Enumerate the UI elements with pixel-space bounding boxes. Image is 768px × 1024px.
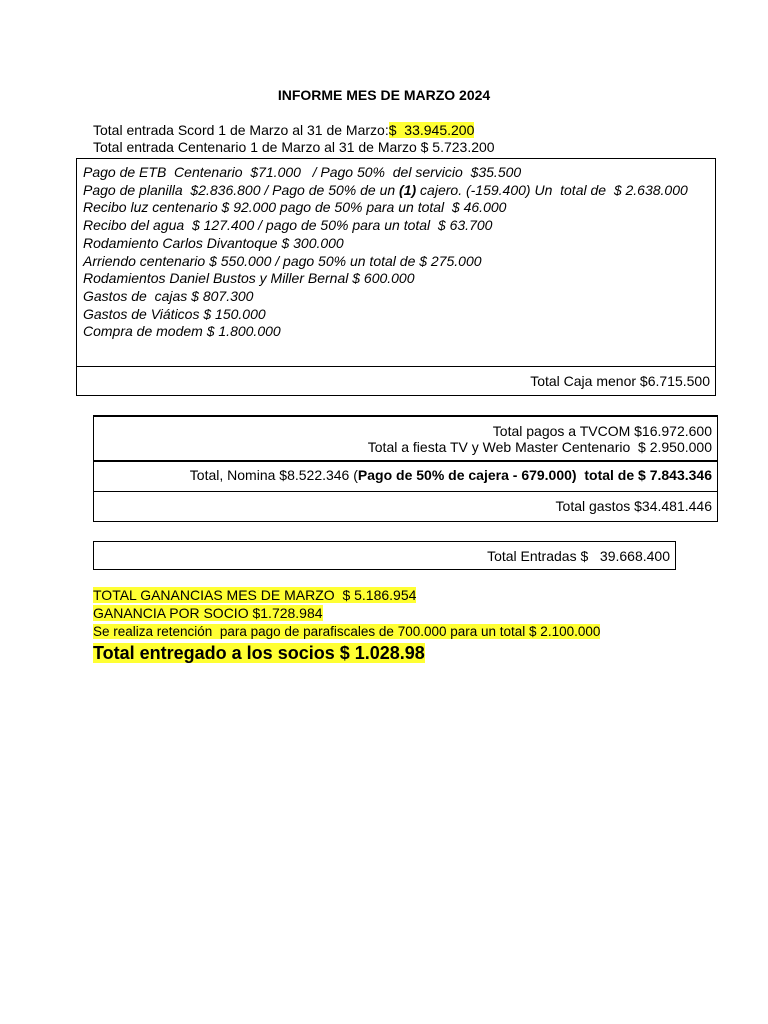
expense-planilla-count: (1)	[399, 181, 417, 198]
nomina-text: Total, Nomina $8.522.346 (	[189, 467, 358, 483]
report-title: INFORME MES DE MARZO 2024	[277, 87, 491, 103]
payments-divider	[94, 460, 717, 462]
scord-entry-label: Total entrada Scord 1 de Marzo al 31 de Marzo:	[93, 122, 389, 138]
total-caja-menor: Total Caja menor $6.715.500	[530, 373, 710, 389]
total-gastos: Total gastos $34.481.446	[555, 498, 712, 514]
total-fiesta: Total a fiesta TV y Web Master Centenario $ 2.950.000	[367, 439, 712, 455]
expense-etb: Pago de ETB Centenario $71.000 / Pago 50% del servicio $35.500	[83, 164, 522, 180]
scord-entry-line	[93, 122, 474, 138]
expense-planilla-total: cajero. (-159.400) Un total de $ 2.638.000	[416, 181, 688, 198]
total-nomina	[190, 467, 712, 483]
expense-modem: Compra de modem $ 1.800.000	[83, 323, 281, 340]
expense-luz: Recibo luz centenario $ 92.000 pago de 50% para un total $ 46.000	[83, 199, 507, 216]
total-entregado: Total entregado a los socios $ 1.028.98	[93, 643, 425, 663]
payments-box	[93, 415, 718, 522]
total-tvcom: Total pagos a TVCOM $16.972.600	[492, 423, 712, 439]
retencion-note: Se realiza retención para pago de parafiscales de 700.000 para un total $ 2.100.000	[93, 624, 601, 639]
expense-agua: Recibo del agua $ 127.400 / pago de 50% para un total $ 63.700	[83, 217, 493, 234]
expense-rodamiento-carlos: Rodamiento Carlos Divantoque $ 300.000	[83, 234, 344, 251]
summary-block	[93, 586, 600, 665]
expense-viaticos: Gastos de Viáticos $ 150.000	[83, 305, 266, 322]
caja-menor-row	[77, 366, 715, 395]
centenario-entry-line: Total entrada Centenario 1 de Marzo al 31 de Marzo $ 5.723.200	[93, 139, 495, 155]
entradas-box	[93, 541, 676, 570]
ganancia-por-socio: GANANCIA POR SOCIO $1.728.984	[93, 605, 323, 621]
expenses-list	[83, 164, 688, 341]
gastos-divider	[94, 491, 717, 492]
nomina-cajera-total: Pago de 50% de cajera - 679.000) total de $ 7.843.346	[357, 467, 712, 483]
expense-cajas: Gastos de cajas $ 807.300	[83, 287, 254, 304]
expense-planilla-text: Pago de planilla $2.836.800 / Pago de 50% de un	[83, 181, 400, 198]
expenses-box	[76, 158, 716, 396]
total-entradas: Total Entradas $ 39.668.400	[487, 548, 670, 564]
total-ganancias: TOTAL GANANCIAS MES DE MARZO $ 5.186.954	[93, 587, 417, 603]
expense-planilla	[83, 182, 688, 200]
scord-entry-value: $ 33.945.200	[388, 122, 475, 138]
expense-rodamientos-daniel: Rodamientos Daniel Bustos y Miller Bernal $ 600.000	[83, 270, 415, 287]
expense-arriendo: Arriendo centenario $ 550.000 / pago 50% un total de $ 275.000	[83, 252, 482, 269]
